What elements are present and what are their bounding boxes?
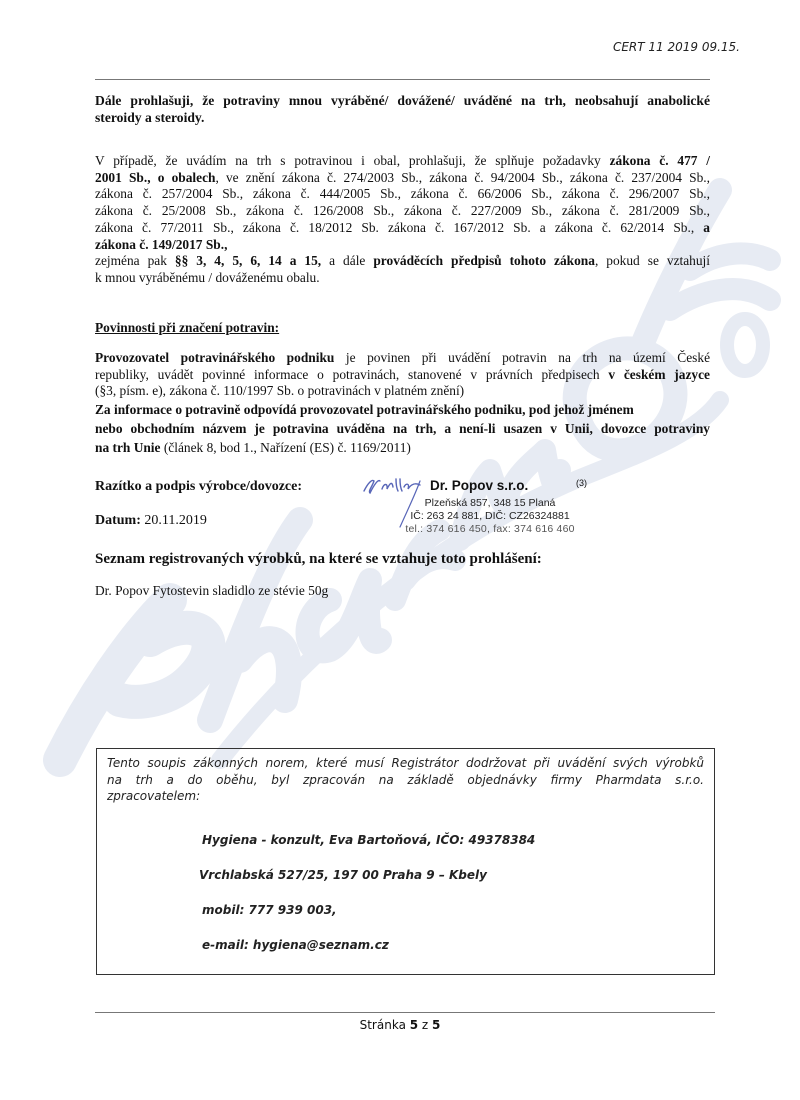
packaging-line: k mnou vyráběnému / dováženému obalu. [95, 269, 320, 285]
text-run: republiky, uvádět povinné informace o potravinách, stanovené v právních předpisech [95, 366, 609, 382]
steroid-declaration-text [95, 93, 710, 126]
text-run: a dále [321, 253, 374, 269]
duties-line [95, 438, 710, 457]
date-row [95, 513, 207, 529]
responsibility-text [95, 400, 710, 457]
registered-products-heading: Seznam registrovaných výrobků, na které se vztahuje toto prohlášení: [95, 551, 542, 567]
text-run-bold: Provozovatel potravinářského podniku [95, 350, 335, 365]
text-run-bold: na trh Unie [95, 440, 161, 456]
signature-label: Razítko a podpis výrobce/dovozce: [95, 479, 303, 494]
product-list-item: Dr. Popov Fytostevin sladidlo ze stévie 50g [95, 583, 329, 598]
law-reference: 2001 Sb., o obalech [95, 169, 216, 185]
page-number [0, 1018, 800, 1032]
notice-line: Tento soupis zákonných norem, které musí Registrátor dodržovat při uvádění svých výrobků [107, 756, 704, 770]
page-separator: z [418, 1018, 433, 1032]
stamp-phone-fax: tel.: 374 616 450, fax: 374 616 460 [405, 523, 575, 535]
text-run-bold: v českém jazyce [608, 366, 710, 382]
date-label: Datum: [95, 513, 141, 528]
labeling-duties [95, 350, 710, 457]
header-divider [95, 79, 710, 80]
page-word: Stránka [359, 1018, 410, 1032]
text-run: , pokud se vztahují [594, 253, 711, 269]
duties-line: Za informace o potravině odpovídá provozovatel potravinářského podniku, pod jehož jménem [95, 402, 634, 418]
watermark-stroke-p [60, 600, 209, 760]
steroid-declaration [95, 93, 710, 126]
labeling-duties-heading: Povinnosti při značení potravin: [95, 320, 280, 335]
duties-line [95, 350, 710, 367]
labeling-duties-text [95, 350, 710, 400]
page-current: 5 [409, 1018, 419, 1032]
text-run: , ve znění zákona č. 274/2003 Sb., zákona č. 94/2004 Sb., zákona č. 237/2004 Sb., [215, 169, 710, 185]
processor-mobile: mobil: 777 939 003, [202, 903, 337, 917]
duties-line [95, 367, 710, 384]
packaging-declaration-text [95, 153, 710, 287]
text-run-bold: a [703, 219, 710, 235]
watermark-stroke-h [210, 520, 300, 720]
packaging-line: zákona č. 257/2004 Sb., zákona č. 444/2005 Sb., zákona č. 66/2006 Sb., zákona č. 296/2007 Sb., [95, 186, 710, 202]
certificate-reference: CERT 11 2019 09.15. [612, 40, 740, 54]
notice-line: na trh a do oběhu, byl zpracován na základě objednávky firmy Pharmdata s.r.o. [107, 772, 704, 787]
page-total: 5 [432, 1018, 441, 1032]
footer-divider [95, 1012, 715, 1013]
duties-line: nebo obchodním názvem je potravina uváděna na trh, a není-li usazen v Unii, dovozce potraviny [95, 421, 710, 437]
watermark-dot [727, 319, 763, 371]
stamp-address: Plzeňská 857, 348 15 Planá [424, 497, 556, 509]
text-run: (článek 8, bod 1., Nařízení (ES) č. 1169/2011) [160, 440, 411, 456]
packaging-line [95, 170, 710, 187]
notice-line: zpracovatelem: [107, 789, 201, 803]
packaging-line [95, 253, 710, 270]
regulation-reference: prováděcích předpisů tohoto zákona [373, 253, 595, 269]
stamp-company-name: Dr. Popov s.r.o. [430, 478, 529, 493]
processor-email: e-mail: hygiena@seznam.cz [202, 938, 389, 952]
packaging-line [95, 220, 710, 237]
law-reference: zákona č. 149/2017 Sb., [95, 236, 228, 252]
stamp-company-ids: IČ: 263 24 881, DIČ: CZ26324881 [410, 510, 570, 522]
notice-intro [107, 755, 704, 805]
text-run: zejména pak [95, 253, 175, 269]
processor-address: Vrchlabská 527/25, 197 00 Praha 9 – Kbely [199, 868, 487, 882]
date-value: 20.11.2019 [144, 513, 207, 528]
stamp-number: (3) [576, 478, 587, 488]
company-stamp [360, 475, 610, 555]
packaging-line [95, 237, 710, 254]
text-run: je povinen při uvádění potravin na trh na území České [334, 350, 711, 365]
processor-notice-box [96, 748, 715, 975]
processor-name: Hygiena - konzult, Eva Bartoňová, IČO: 49378384 [202, 833, 536, 847]
steroid-declaration-line: steroidy a steroidy. [95, 109, 205, 125]
steroid-declaration-line: Dále prohlašuji, že potraviny mnou vyráběné/ dovážené/ uváděné na trh, neobsahují anabolické [95, 93, 710, 108]
text-run: zákona č. 77/2011 Sb., zákona č. 18/2012 Sb. zákona č. 167/2012 Sb. a zákona č. 62/2014 Sb., [95, 219, 704, 235]
packaging-declaration [95, 153, 710, 287]
law-reference: zákona č. 477 / [609, 153, 710, 168]
packaging-line: zákona č. 25/2008 Sb., zákona č. 126/2008 Sb., zákona č. 227/2009 Sb., zákona č. 281/2009 Sb., [95, 203, 710, 219]
text-run: V případě, že uvádím na trh s potravinou i obal, prohlašuji, že splňuje požadavky [95, 153, 610, 168]
packaging-line [95, 153, 710, 170]
section-reference: §§ 3, 4, 5, 6, 14 a 15, [174, 253, 322, 269]
duties-line: (§3, písm. e), zákona č. 110/1997 Sb. o potravinách v platném znění) [95, 383, 465, 399]
